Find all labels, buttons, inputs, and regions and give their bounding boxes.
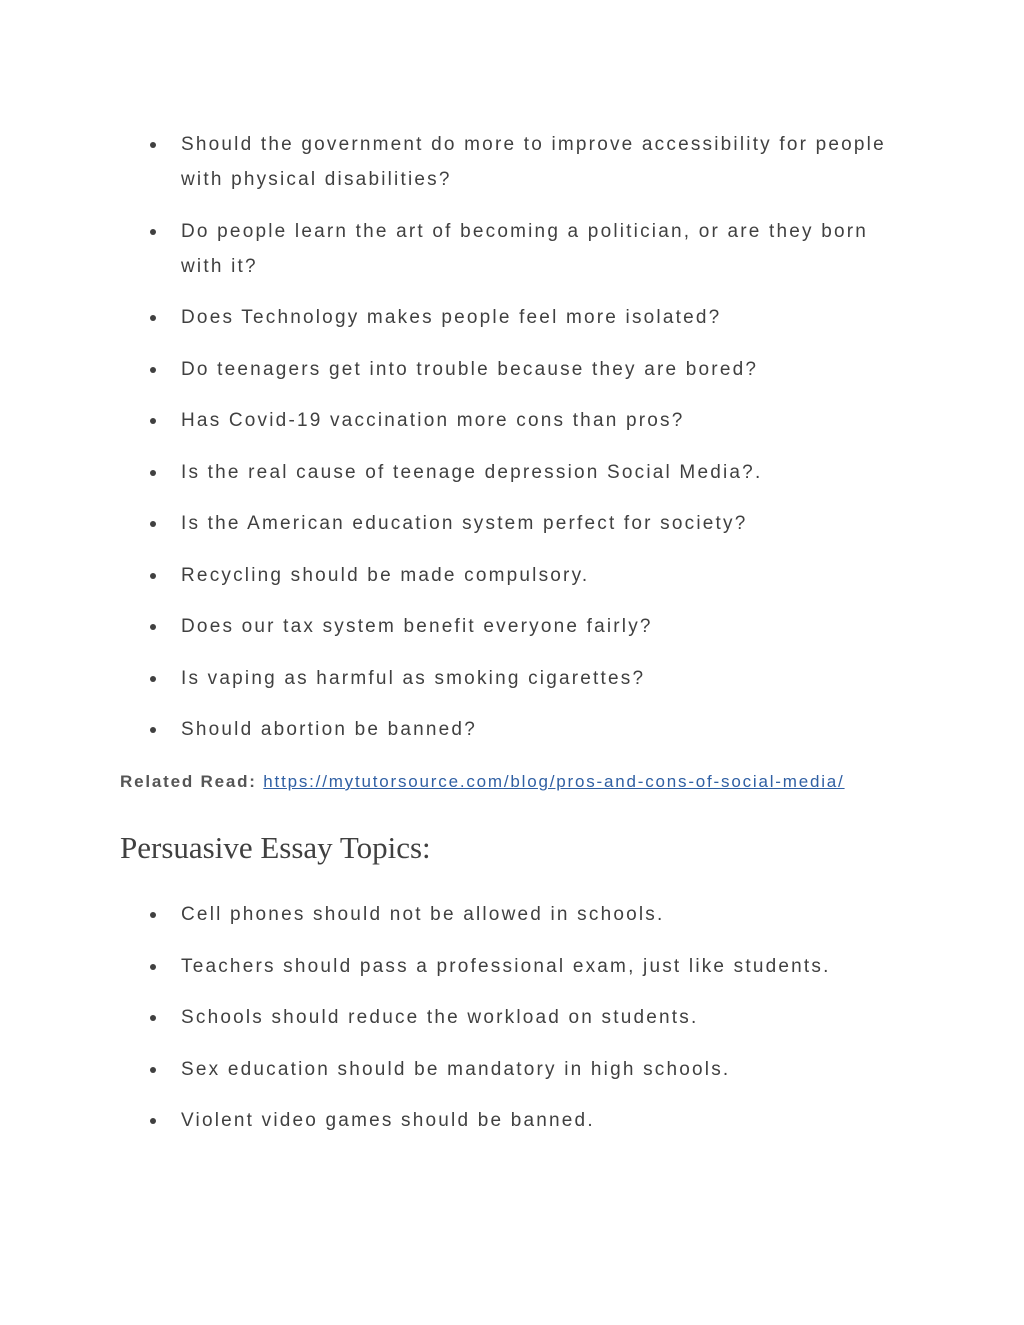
related-read-link[interactable]: https://mytutorsource.com/blog/pros-and-cons-of-social-media/	[263, 772, 845, 791]
list-item	[120, 403, 910, 438]
list-item-text: Is vaping as harmful as smoking cigarettes?	[181, 667, 646, 689]
list-item	[120, 127, 910, 197]
list-item	[120, 609, 910, 644]
list-item	[120, 300, 910, 335]
list-item	[120, 214, 910, 284]
bullet-icon	[150, 964, 156, 970]
bullet-icon	[150, 229, 156, 235]
debate-topics-list	[120, 127, 910, 764]
list-item	[120, 712, 910, 747]
bullet-icon	[150, 912, 156, 918]
bullet-icon	[150, 676, 156, 682]
bullet-icon	[150, 727, 156, 733]
list-item	[120, 1103, 910, 1138]
list-item	[120, 897, 910, 932]
list-item	[120, 1052, 910, 1087]
bullet-icon	[150, 142, 156, 148]
bullet-icon	[150, 521, 156, 527]
list-item-text: Do teenagers get into trouble because they are bored?	[181, 358, 759, 380]
list-item-text: Sex education should be mandatory in high schools.	[181, 1058, 731, 1080]
section-heading: Persuasive Essay Topics:	[120, 830, 431, 865]
bullet-icon	[150, 1067, 156, 1073]
list-item	[120, 455, 910, 490]
list-item-text: Do people learn the art of becoming a politician, or are they born with it?	[181, 220, 869, 277]
list-item-text: Should the government do more to improve accessibility for people with physical disabilities?	[181, 134, 886, 190]
related-read	[120, 767, 845, 797]
list-item-text: Violent video games should be banned.	[181, 1110, 595, 1131]
list-item-text: Teachers should pass a professional exam, just like students.	[181, 955, 831, 977]
list-item-text: Is the real cause of teenage depression Social Media?.	[181, 461, 763, 483]
list-item-text: Is the American education system perfect for society?	[181, 513, 748, 534]
list-item-text: Has Covid-19 vaccination more cons than pros?	[181, 410, 685, 431]
persuasive-topics-list	[120, 897, 910, 1155]
list-item-text: Recycling should be made compulsory.	[181, 564, 590, 586]
list-item-text: Cell phones should not be allowed in schools.	[181, 904, 665, 925]
list-item-text: Does Technology makes people feel more isolated?	[181, 307, 722, 328]
list-item-text: Does our tax system benefit everyone fairly?	[181, 616, 653, 637]
list-item-text: Schools should reduce the workload on students.	[181, 1007, 699, 1028]
list-item	[120, 506, 910, 541]
list-item	[120, 1000, 910, 1035]
related-read-label: Related Read:	[120, 772, 257, 791]
bullet-icon	[150, 1015, 156, 1021]
list-item	[120, 661, 910, 696]
bullet-icon	[150, 624, 156, 630]
list-item	[120, 949, 910, 984]
bullet-icon	[150, 315, 156, 321]
bullet-icon	[150, 1118, 156, 1124]
bullet-icon	[150, 470, 156, 476]
bullet-icon	[150, 418, 156, 424]
list-item-text: Should abortion be banned?	[181, 719, 477, 740]
bullet-icon	[150, 573, 156, 579]
list-item	[120, 558, 910, 593]
list-item	[120, 352, 910, 387]
bullet-icon	[150, 367, 156, 373]
